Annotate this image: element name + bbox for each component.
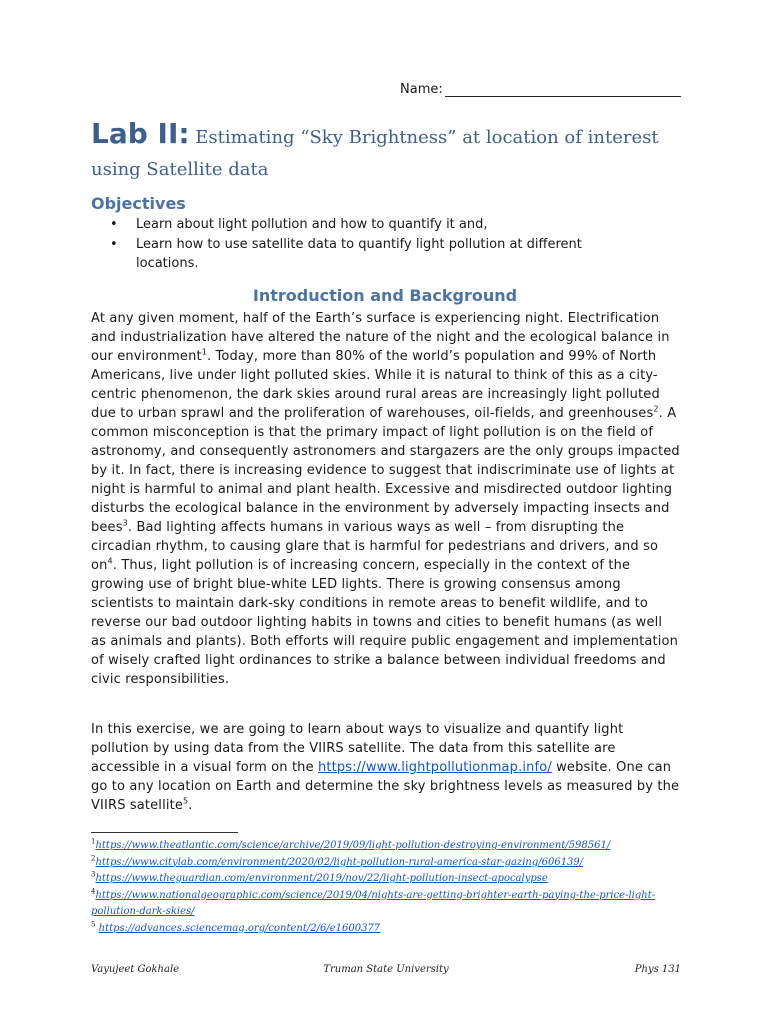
list-item: • Learn about light pollution and how to quantify it and, bbox=[108, 215, 628, 235]
bullet-icon: • bbox=[110, 236, 118, 252]
objectives-heading: Objectives bbox=[91, 194, 186, 213]
footnote-ref[interactable]: 3 bbox=[122, 518, 128, 528]
footer-author: Vayujeet Gokhale bbox=[91, 964, 180, 975]
footnote-link[interactable]: https://www.theatlantic.com/science/archive/2019/09/light-pollution-destroying-environment/598561/ bbox=[95, 840, 611, 851]
intro-paragraph-2: In this exercise, we are going to learn about ways to visualize and quantify light pollution by using data from the VIIRS satellite. The data from this satellite are accessible in a visual form on the https://www.lightpollutionmap.info/ website. One can go to any location on Earth and determine the sky brightness levels as measured by the VIIRS satellite$^5$. bbox=[91, 722, 680, 813]
footer-course: Phys 131 bbox=[634, 964, 681, 975]
footnote-ref[interactable]: 4 bbox=[107, 556, 113, 566]
lightpollutionmap-link[interactable]: https://www.lightpollutionmap.info/ bbox=[318, 760, 552, 775]
footnote-link[interactable]: https://www.nationalgeographic.com/science/2019/04/nights-are-getting-brighter-earth-paying-the-price-light-pollution-dark-skies/ bbox=[91, 889, 656, 917]
lab-title-text: Estimating “Sky Brightness” at location of interest using Satellite data bbox=[91, 127, 659, 180]
footnote-ref[interactable]: 5 bbox=[183, 796, 189, 806]
objectives-list bbox=[108, 215, 628, 274]
footnote-item: $^1$https://www.theatlantic.com/science/archive/2019/09/light-pollution-destroying-environment/598561/ bbox=[91, 837, 611, 851]
footer-institution: Truman State University bbox=[323, 964, 449, 975]
name-field[interactable] bbox=[400, 82, 681, 97]
footnote-link[interactable]: https://www.citylab.com/environment/2020/02/light-pollution-rural-america-star-gazing/606139/ bbox=[95, 856, 584, 868]
footnote-item: $^5$ https://advances.sciencemag.org/content/2/6/e1600377 bbox=[91, 920, 381, 934]
name-blank-line[interactable] bbox=[445, 82, 681, 97]
list-item: • Learn how to use satellite data to quantify light pollution at different locations. bbox=[110, 236, 582, 271]
intro-heading: Introduction and Background bbox=[252, 286, 518, 305]
footnotes bbox=[91, 838, 681, 937]
footnote-item: $^4$https://www.nationalgeographic.com/science/2019/04/nights-are-getting-brighter-earth-paying-the-price-light-pollution-dark-skies/ bbox=[91, 887, 656, 917]
footnote-ref[interactable]: 2 bbox=[653, 404, 659, 414]
footnote-item: $^2$https://www.citylab.com/environment/2020/02/light-pollution-rural-america-star-gazing/606139/ bbox=[91, 854, 584, 868]
footnote-link[interactable]: https://www.theguardian.com/environment/2019/nov/22/light-pollution-insect-apocalypse bbox=[95, 873, 548, 884]
lab-title bbox=[91, 118, 701, 186]
footnote-item: $^3$https://www.theguardian.com/environment/2019/nov/22/light-pollution-insect-apocalypse bbox=[91, 870, 548, 884]
name-label: Name: bbox=[400, 82, 443, 97]
intro-paragraph-1: At any given moment, half of the Earth’s surface is experiencing night. Electrification and industrialization have altered the nature of the night and the ecological balance in our environment$^1$. Today, more than 80% of the world’s population and 99% of North Americans, live under light polluted skies. While it is natural to think of this as a city-centric phenomenon, the dark skies around rural areas are increasingly light polluted due to urban sprawl and the proliferation of warehouses, oil-fields, and greenhouses$^2$. A common misconception is that the primary impact of light pollution is on the field of astronomy, and consequently astronomers and stargazers are the only groups impacted by it. In fact, there is increasing evidence to suggest that indiscriminate use of lights at night is harmful to animal and plant health. Excessive and misdirected outdoor lighting disturbs the ecological balance in the environment by adversely impacting insects and bees$^3$. Bad lighting affects humans in various ways as well – from disrupting the circadian rhythm, to causing glare that is harmful for pedestrians and drivers, and so $on^4$. Thus, light pollution is of increasing concern, especially in the context of the growing use of bright blue-white LED lights. There is growing consensus among scientists to maintain dark-sky conditions in remote areas to benefit wildlife, and to reverse our bad outdoor lighting habits in towns and cities to benefit humans (as well as animals and plants). Both efforts will require public engagement and implementation of wisely crafted light ordinances to strike a balance between individual freedoms and civic responsibilities. bbox=[91, 311, 680, 687]
lab-number: Lab II: bbox=[91, 117, 190, 150]
footnote-link[interactable]: https://advances.sciencemag.org/content/2/6/e1600377 bbox=[98, 922, 381, 934]
footnote-divider bbox=[91, 832, 238, 833]
bullet-icon: • bbox=[110, 217, 118, 232]
footnote-ref[interactable]: 1 bbox=[201, 347, 207, 357]
